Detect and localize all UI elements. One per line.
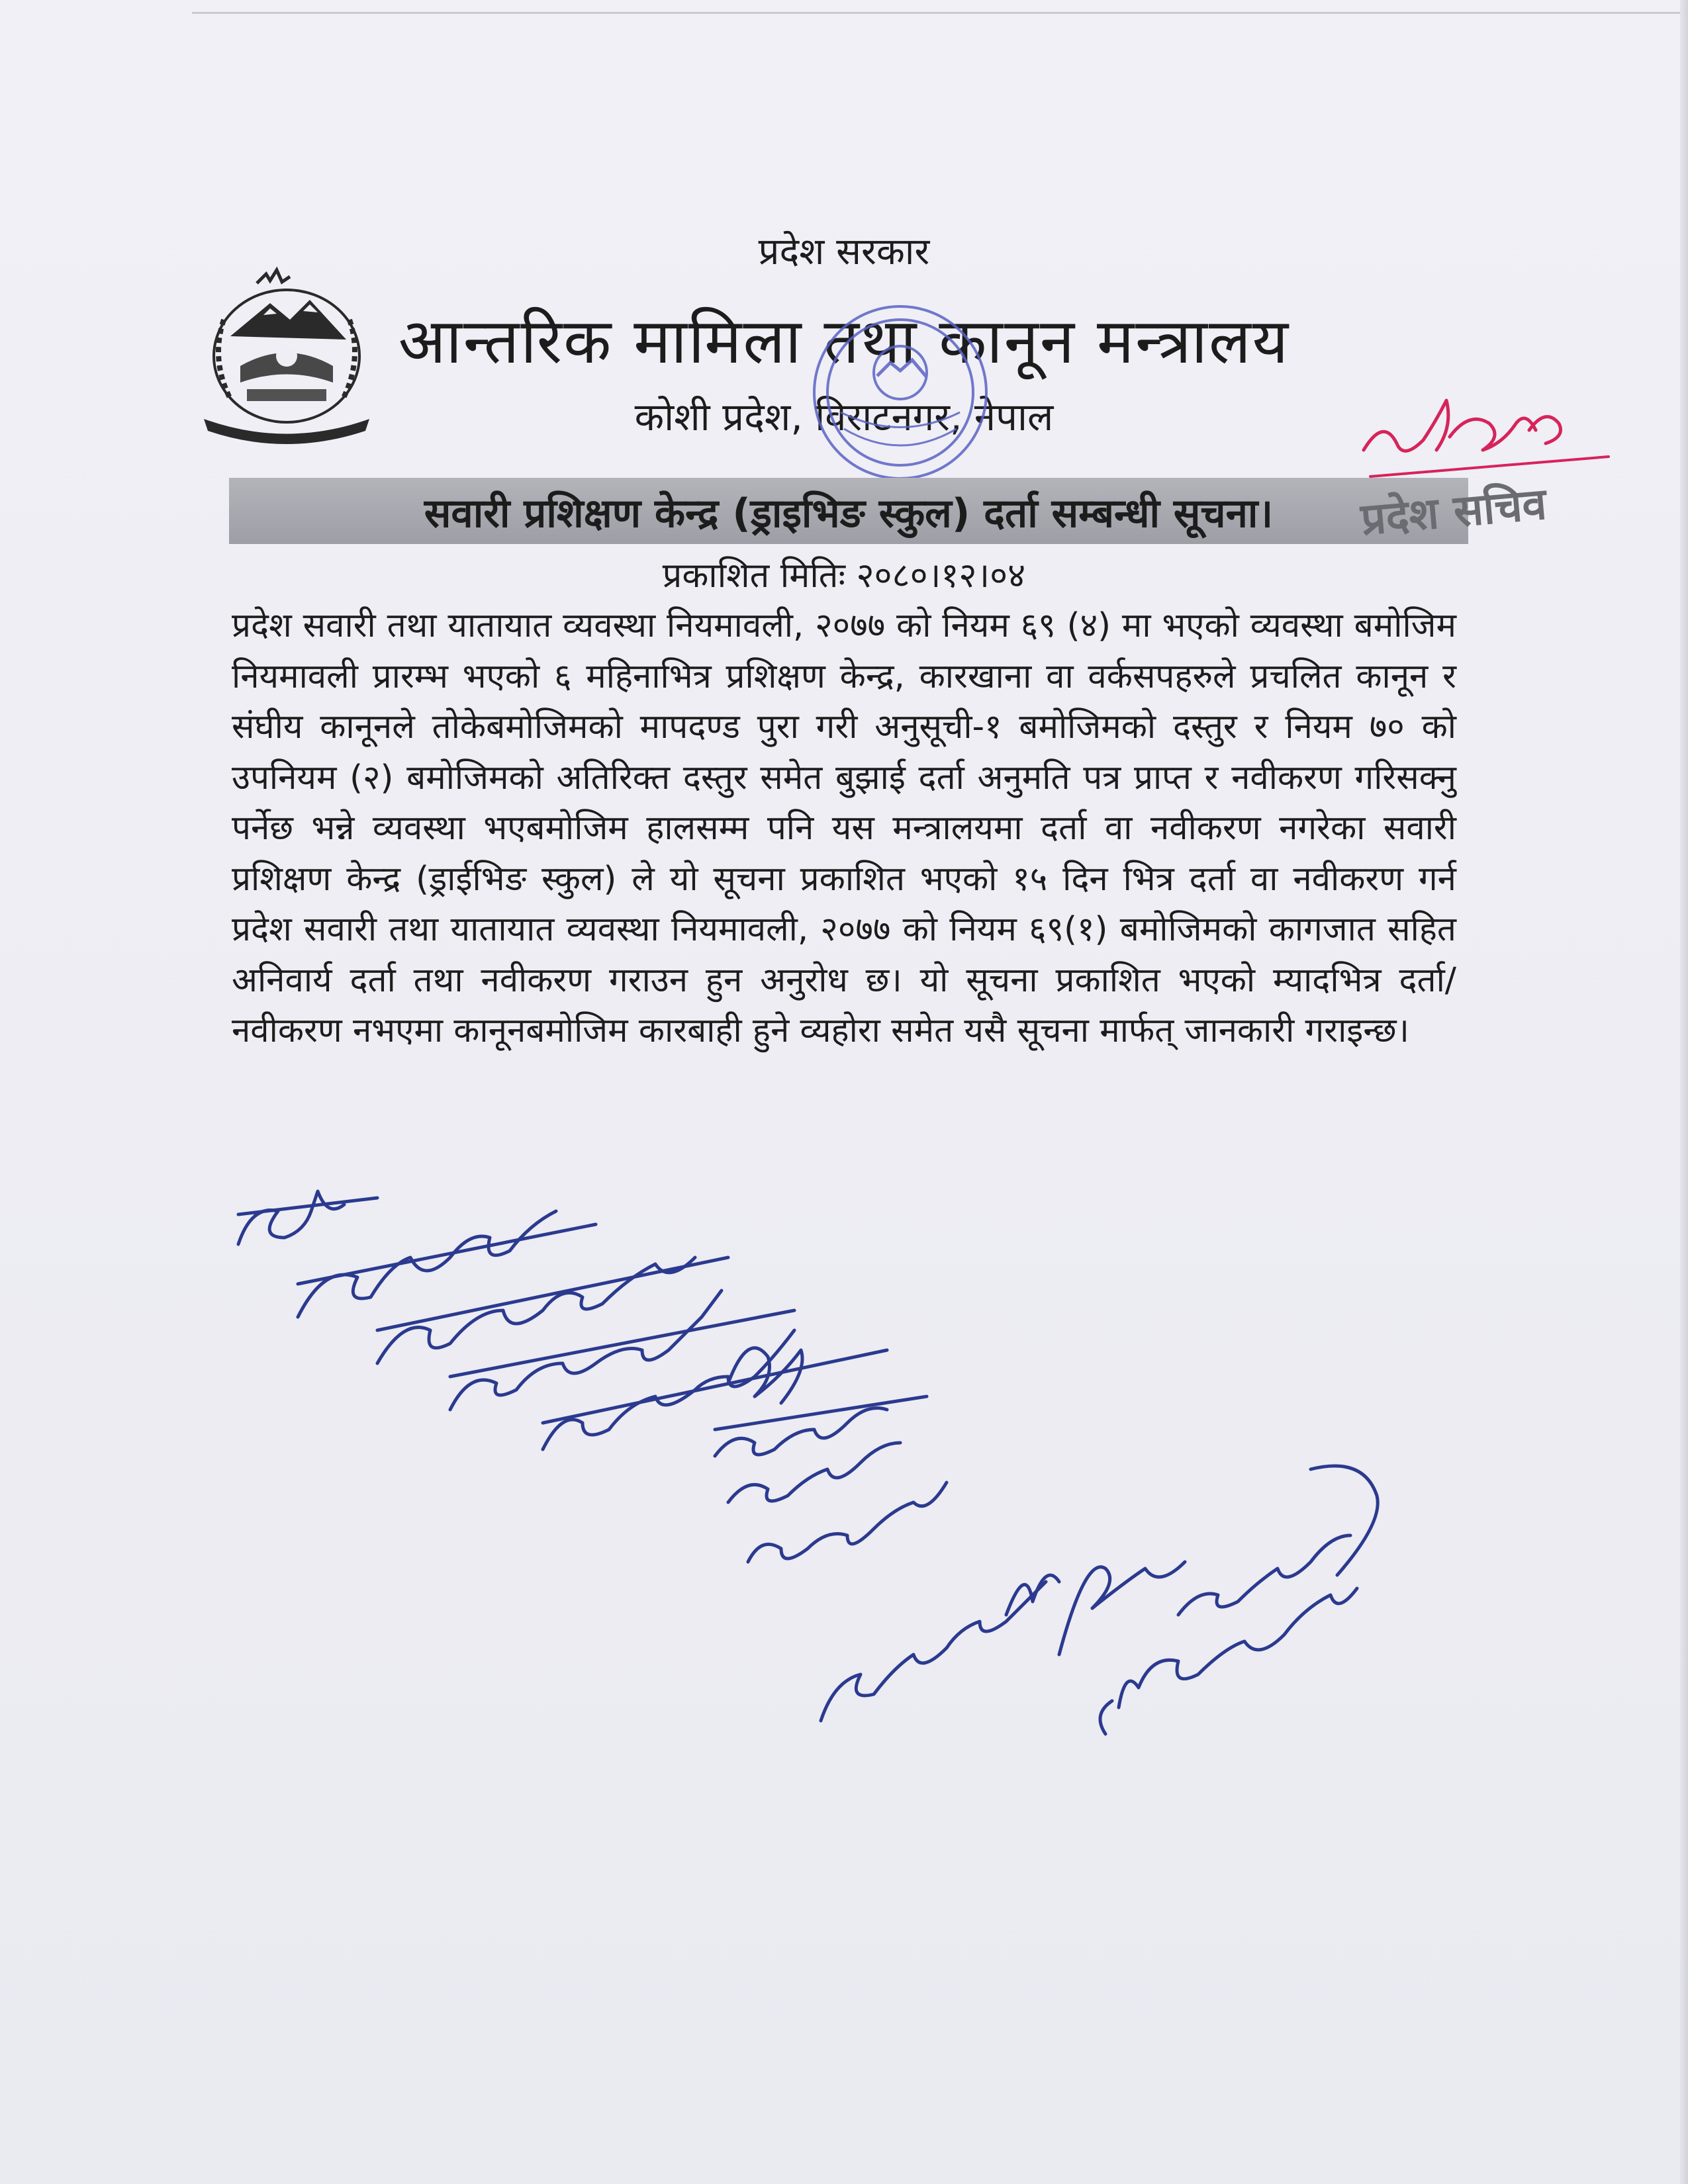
secretary-signature <box>1350 377 1615 496</box>
secretary-stamp: प्रदेश सचिव <box>1358 478 1549 545</box>
ministry-name: आन्तरिक मामिला तथा कानून मन्त्रालय <box>398 306 1290 378</box>
additional-signatures <box>808 1416 1403 1760</box>
scan-edge-top <box>192 12 1688 14</box>
notice-title: सवारी प्रशिक्षण केन्द्र (ड्राइभिङ स्कुल) दर्ता सम्बन्धी सूचना। <box>424 490 1274 537</box>
published-date: प्रकाशित मितिः २०८०।१२।०४ <box>662 556 1026 596</box>
ministry-seal-stamp <box>804 296 996 488</box>
notice-body: प्रदेश सवारी तथा यातायात व्यवस्था नियमावली, २०७७ को नियम ६९ (४) मा भएको व्यवस्था बमोजिम नियमावली प्रारम्भ भएको ६ महिनाभित्र प्रशिक्षण केन्द्र, कारखाना वा वर्कसपहरुले प्रचलित कानून र संघीय कानूनले तोकेबमोजिमको मापदण्ड पुरा गरी अनुसूची-१ बमोजिमको दस्तुर र नियम ७० को उपनियम (२) बमोजिमको अतिरिक्त दस्तुर समेत बुझाई दर्ता अनुमति पत्र प्राप्त र नवीकरण गरिसक्नु पर्नेछ भन्ने व्यवस्था भएबमोजिम हालसम्म पनि यस मन्त्रालयमा दर्ता वा नवीकरण नगरेका सवारी प्रशिक्षण केन्द्र (ड्राईभिङ स्कुल) ले यो सूचना प्रकाशित भएको १५ दिन भित्र दर्ता वा नवीकरण गर्न प्रदेश सवारी तथा यातायात व्यवस्था नियमावली, २०७७ को नियम ६९(१) बमोजिमको कागजात सहित अनिवार्य दर्ता तथा नवीकरण गराउन हुन अनुरोध छ। यो सूचना प्रकाशित भएको म्यादभित्र दर्ता/नवीकरण नभएमा कानूनबमोजिम कारबाही हुने व्यहोरा समेत यसै सूचना मार्फत् जानकारी गराइन्छ। <box>232 606 1456 1050</box>
ministry-address: कोशी प्रदेश, विराटनगर, नेपाल <box>634 394 1054 439</box>
government-line: प्रदेश सरकार <box>758 230 930 273</box>
